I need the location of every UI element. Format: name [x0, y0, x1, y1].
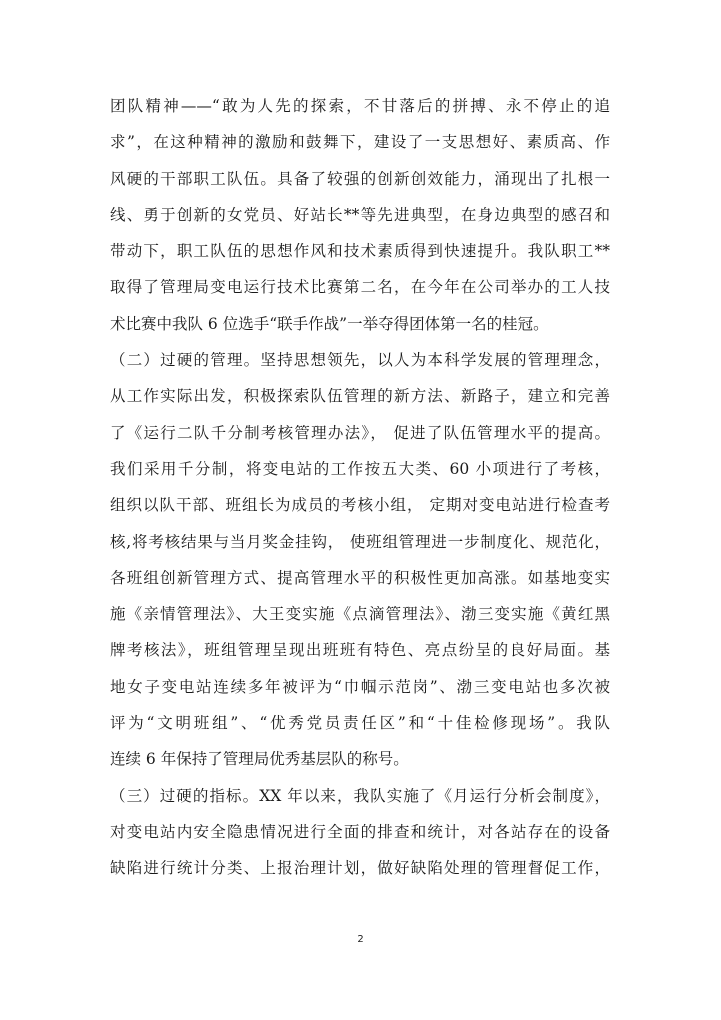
- text-line: （二）过硬的管理。坚持思想领先，以人为本科学发展的管理理念，: [110, 351, 610, 370]
- text-line: 术比赛中我队 6 位选手“联手作战”一举夺得团体第一名的桂冠。: [110, 314, 549, 333]
- text-line: 从工作实际出发，积极探索队伍管理的新方法、新路子，建立和完善: [110, 387, 610, 406]
- page-number: 2: [357, 934, 364, 945]
- text-line: 风硬的干部职工队伍。具备了较强的创新创效能力，涌现出了扎根一: [110, 169, 610, 188]
- text-line: 地女子变电站连续多年被评为“巾帼示范岗”、渤三变电站也多次被: [110, 677, 610, 696]
- text-line: 核,将考核结果与当月奖金挂钩， 使班组管理进一步制度化、规范化，: [110, 532, 610, 551]
- text-line: 线、勇于创新的女党员、好站长**等先进典型，在身边典型的感召和: [110, 205, 610, 224]
- text-line: 求”，在这种精神的激励和鼓舞下，建设了一支思想好、素质高、作: [110, 133, 610, 152]
- text-line: 施《亲情管理法》、大王变实施《点滴管理法》、渤三变实施《黄红黑: [110, 605, 610, 624]
- text-line: 组织以队干部、班组长为成员的考核小组， 定期对变电站进行检查考: [110, 496, 610, 515]
- text-line: 评为“文明班组”、“优秀党员责任区”和“十佳检修现场”。我队: [110, 714, 610, 733]
- text-line: 团队精神——“敢为人先的探索，不甘落后的拼搏、永不停止的追: [110, 97, 610, 115]
- text-line: 带动下，职工队伍的思想作风和技术素质得到快速提升。我队职工**: [110, 242, 610, 261]
- body-text: [110, 88, 610, 887]
- text-line: 缺陷进行统计分类、上报治理计划，做好缺陷处理的管理督促工作，: [110, 859, 610, 878]
- text-line: 牌考核法》，班组管理呈现出班班有特色、亮点纷呈的良好局面。基: [110, 641, 610, 660]
- text-line: 了《运行二队千分制考核管理办法》， 促进了队伍管理水平的提高。: [110, 423, 610, 442]
- text-line: 我们采用千分制，将变电站的工作按五大类、60 小项进行了考核，: [110, 459, 610, 478]
- text-line: 各班组创新管理方式、提高管理水平的积极性更加高涨。如基地变实: [110, 568, 610, 587]
- text-line: 连续 6 年保持了管理局优秀基层队的称号。: [110, 750, 409, 769]
- text-line: 对变电站内安全隐患情况进行全面的排查和统计，对各站存在的设备: [110, 822, 610, 841]
- text-line: （三）过硬的指标。XX 年以来，我队实施了《月运行分析会制度》，: [110, 786, 610, 805]
- text-line: 取得了管理局变电运行技术比赛第二名，在今年在公司举办的工人技: [110, 278, 610, 297]
